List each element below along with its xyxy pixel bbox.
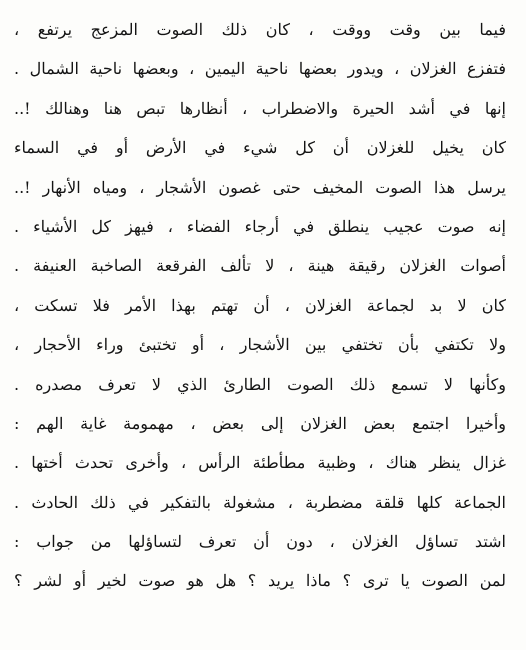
story-text [14, 10, 506, 601]
text-line-12: غزال ينظر هناك ، وظبية مطأطئة الرأس ، وأخرى تحدث أختها . [14, 453, 506, 473]
text-line-9: ولا تكتفي بأن تختفي بين الأشجار ، أو تختبئ وراء الأحجار ، [14, 335, 506, 355]
text-line-11: وأخيرا اجتمع بعض الغزلان إلى بعض ، مهمومة غاية الهم : [14, 413, 506, 433]
text-line-14: اشتد تساؤل الغزلان ، دون أن تعرف لتساؤلها من جواب : [14, 532, 506, 552]
text-line-3: إنها في أشد الحيرة والاضطراب ، أنظارها تبص هنا وهنالك !.. [14, 98, 506, 118]
text-line-15: لمن الصوت يا ترى ؟ ماذا يريد ؟ هل هو صوت لخير أو لشر ؟ [14, 571, 506, 591]
text-line-1: فيما بين وقت ووقت ، كان ذلك الصوت المزعج يرتفع ، [14, 20, 506, 39]
text-line-5: يرسل هذا الصوت المخيف حتى غصون الأشجار ، ومياه الأنهار !.. [14, 177, 506, 197]
text-line-13: الجماعة كلها قلقة مضطربة ، مشغولة بالتفكير في ذلك الحادث . [14, 492, 506, 512]
text-line-10: وكأنها لا تسمع ذلك الصوت الطارئ الذي لا تعرف مصدره . [14, 374, 506, 394]
text-line-7: أصوات الغزلان رقيقة هينة ، لا تألف الفرقعة الصاخبة العنيفة . [14, 256, 506, 276]
text-line-8: كان لا بد لجماعة الغزلان ، أن تهتم بهذا الأمر فلا تسكت ، [14, 295, 506, 315]
text-line-2: فتفزع الغزلان ، ويدور بعضها ناحية اليمين ، وبعضها ناحية الشمال . [14, 59, 506, 79]
text-line-4: كان يخيل للغزلان أن كل شيء في الأرض أو في السماء [14, 138, 506, 158]
text-line-6: إنه صوت عجيب ينطلق في أرجاء الفضاء ، فيهز كل الأشياء . [14, 216, 506, 236]
